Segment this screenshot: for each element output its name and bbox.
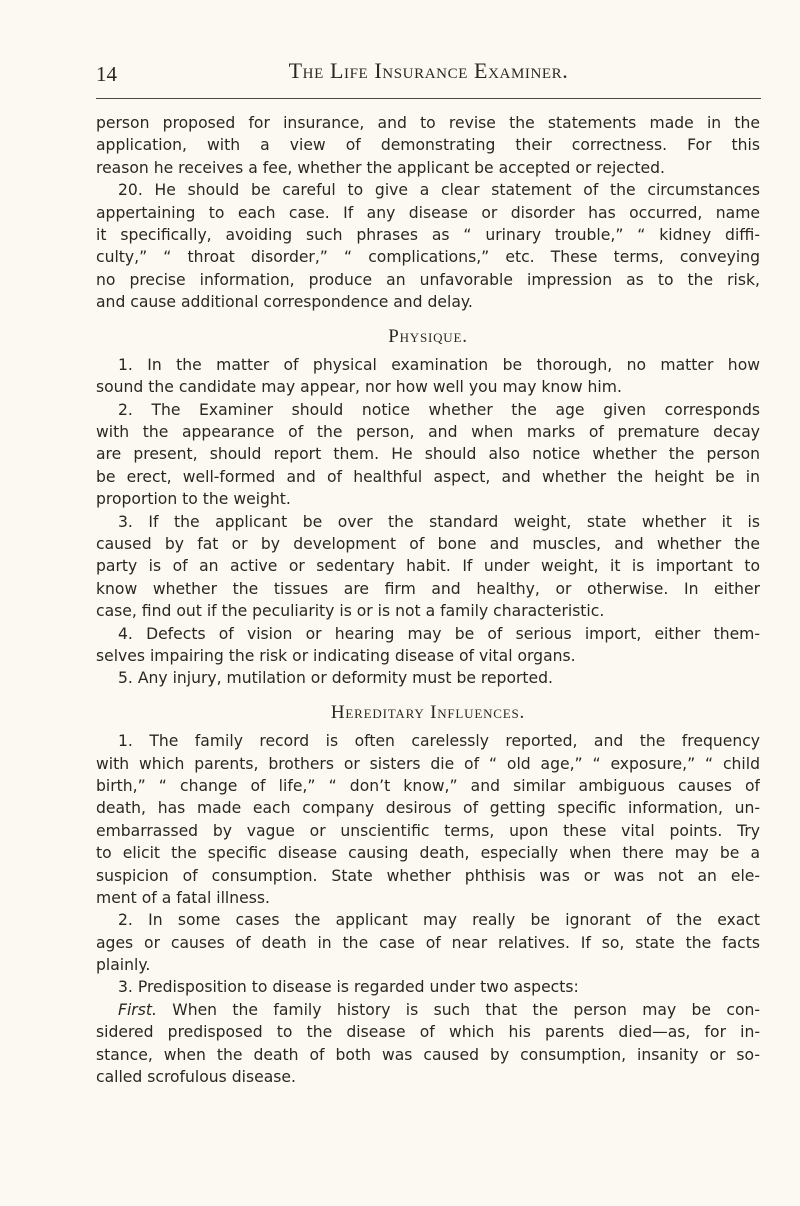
physique-paragraph-5	[96, 667, 760, 689]
text-line: are present, should report them. He should also notice whether the person	[96, 445, 760, 464]
text-line: be erect, well-formed and of healthful aspect, and whether the height be in	[96, 467, 760, 486]
text-line: embarrassed by vague or unscientific terms, upon these vital points. Try	[96, 821, 760, 840]
text-line: application, with a view of demonstrating their correctness. For this	[96, 136, 760, 155]
text-line: ages or causes of death in the case of near relatives. If so, state the facts	[96, 933, 760, 952]
text-line: culty,” “ throat disorder,” “ complications,” etc. These terms, conveying	[96, 248, 760, 267]
text-line: 2. In some cases the applicant may really be ignorant of the exact	[118, 911, 760, 930]
heading-hereditary-influences: Hereditary Influences.	[330, 701, 526, 723]
text-line: suspicion of consumption. State whether phthisis was or was not an ele-	[96, 866, 760, 885]
page-body	[96, 112, 760, 1088]
paragraph-20	[96, 179, 760, 313]
physique-paragraph-1	[96, 354, 760, 399]
text-line: plainly.	[96, 956, 151, 975]
text-line: birth,” “ change of life,” “ don’t know,” and similar ambiguous causes of	[96, 776, 760, 795]
text-line: sidered predisposed to the disease of which his parents died—as, for in-	[96, 1023, 760, 1042]
text-line: 1. In the matter of physical examination be thorough, no matter how	[118, 355, 760, 374]
text-line: selves impairing the risk or indicating disease of vital organs.	[96, 646, 576, 665]
physique-paragraph-2	[96, 399, 760, 511]
text-line: to elicit the specific disease causing death, especially when there may be a	[96, 844, 760, 863]
first-label: First.	[118, 1000, 157, 1019]
text-line: 5. Any injury, mutilation or deformity must be reported.	[118, 669, 553, 688]
first-line-rest: When the family history is such that the person may be con-	[156, 1000, 760, 1019]
text-line: with the appearance of the person, and when marks of premature decay	[96, 423, 760, 442]
text-line: it specifically, avoiding such phrases as “ urinary trouble,” “ kidney diffi-	[96, 225, 760, 244]
text-line: case, find out if the peculiarity is or is not a family characteristic.	[96, 602, 605, 621]
hereditary-paragraph-3	[96, 976, 760, 998]
text-line: person proposed for insurance, and to revise the statements made in the	[96, 114, 760, 132]
header-rule	[96, 98, 761, 99]
intro-paragraph	[96, 112, 760, 179]
hereditary-paragraph-2	[96, 909, 760, 976]
hereditary-paragraph-1	[96, 730, 760, 909]
text-line: appertaining to each case. If any disease or disorder has occurred, name	[96, 203, 760, 222]
physique-paragraph-4	[96, 623, 760, 668]
text-line: ment of a fatal illness.	[96, 888, 270, 907]
heading-physique: Physique.	[388, 325, 468, 347]
text-line: know whether the tissues are firm and healthy, or otherwise. In either	[96, 579, 760, 598]
hereditary-first-aspect	[96, 999, 760, 1089]
text-line: proportion to the weight.	[96, 490, 291, 509]
text-line: 3. Predisposition to disease is regarded under two aspects:	[118, 978, 579, 997]
page-number: 14	[96, 62, 117, 86]
running-title: The Life Insurance Examiner.	[288, 58, 569, 83]
text-line: party is of an active or sedentary habit. If under weight, it is important to	[96, 557, 760, 576]
text-line: caused by fat or by development of bone and muscles, and whether the	[96, 535, 760, 554]
text-line: 3. If the applicant be over the standard weight, state whether it is	[118, 512, 760, 531]
text-line: no precise information, produce an unfavorable impression as to the risk,	[96, 270, 760, 289]
text-line: 1. The family record is often carelessly reported, and the frequency	[118, 732, 760, 751]
text-line: sound the candidate may appear, nor how well you may know him.	[96, 378, 622, 397]
page-header	[96, 56, 761, 92]
physique-paragraph-3	[96, 511, 760, 623]
text-line: 2. The Examiner should notice whether the age given corresponds	[118, 400, 760, 419]
text-line: 4. Defects of vision or hearing may be of serious import, either them-	[118, 624, 760, 643]
text-line: called scrofulous disease.	[96, 1068, 296, 1087]
text-line: and cause additional correspondence and delay.	[96, 293, 473, 312]
text-line: death, has made each company desirous of getting specific information, un-	[96, 799, 760, 818]
text-line: with which parents, brothers or sisters die of “ old age,” “ exposure,” “ child	[96, 754, 760, 773]
text-line: 20. He should be careful to give a clear statement of the circumstances	[118, 181, 760, 200]
text-line: stance, when the death of both was caused by consumption, insanity or so-	[96, 1045, 760, 1064]
text-line	[96, 999, 760, 1021]
text-line: reason he receives a fee, whether the applicant be accepted or rejected.	[96, 158, 666, 177]
